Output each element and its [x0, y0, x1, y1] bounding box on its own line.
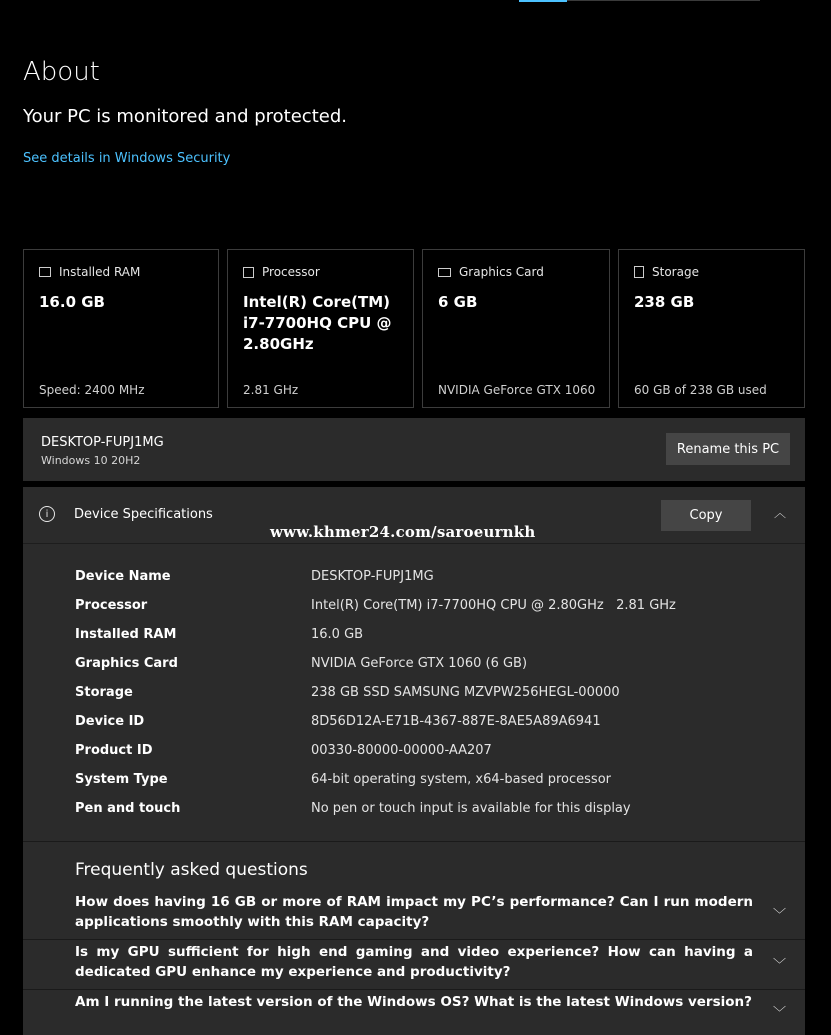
faq-divider [23, 989, 805, 990]
card-value: 6 GB [438, 293, 478, 311]
windows-version: Windows 10 20H2 [41, 454, 141, 467]
storage-icon [634, 266, 644, 278]
chevron-down-icon[interactable]: ﹀ [773, 958, 787, 973]
processor-icon [243, 267, 254, 278]
ram-icon [39, 267, 51, 277]
card-label: Storage [652, 265, 699, 279]
chevron-down-icon[interactable]: ﹀ [773, 908, 787, 923]
protection-status: Your PC is monitored and protected. [23, 106, 347, 127]
card-value: Intel(R) Core(TM) i7-7700HQ CPU @ 2.80GHz [243, 293, 392, 353]
card-value: 238 GB [634, 293, 695, 311]
tab-indicator-track [519, 0, 760, 1]
card-footer: Speed: 2400 MHz [39, 383, 145, 397]
card-processor [227, 249, 414, 408]
card-footer: 60 GB of 238 GB used [634, 383, 767, 397]
copy-button[interactable]: Copy [661, 500, 751, 531]
spec-cards [23, 249, 805, 410]
pc-name-bar [23, 418, 805, 481]
faq-panel [23, 841, 805, 1035]
card-footer: NVIDIA GeForce GTX 1060 [438, 383, 596, 397]
page-title: About [23, 57, 100, 87]
watermark-text: www.khmer24.com/saroeurnkh [270, 523, 536, 541]
tab-indicator-active [519, 0, 567, 2]
windows-security-link[interactable]: See details in Windows Security [23, 151, 231, 166]
card-installed-ram [23, 249, 219, 408]
faq-question-gpu[interactable]: Is my GPU sufficient for high end gaming and video experience? How can having a dedicated GPU enhance my experience and productivity? [75, 944, 753, 980]
card-label: Processor [262, 265, 320, 279]
info-icon: i [39, 506, 55, 522]
card-graphics [422, 249, 610, 408]
chevron-up-icon[interactable]: ︿ [773, 506, 786, 520]
card-value: 16.0 GB [39, 293, 105, 311]
pc-name: DESKTOP-FUPJ1MG [41, 435, 164, 450]
card-label: Graphics Card [459, 265, 544, 279]
faq-question-windows[interactable]: Am I running the latest version of the Windows OS? What is the latest Windows version? [75, 994, 752, 1010]
card-storage [618, 249, 805, 408]
chevron-down-icon[interactable]: ﹀ [773, 1006, 787, 1021]
rename-pc-button[interactable]: Rename this PC [666, 433, 790, 465]
card-label: Installed RAM [59, 265, 141, 279]
card-footer: 2.81 GHz [243, 383, 299, 397]
faq-divider [23, 939, 805, 940]
faq-title: Frequently asked questions [75, 860, 308, 880]
device-specifications-panel: i Device Specifications Copy ︿ www.khmer24.com/saroeurnkh Device Name DESKTOP-FUPJ1MG Processor Intel(R) Core(TM) i7-7700HQ CPU @ 2.80GHz 2.81 GHz Installed RAM 16.0 GB Graphics Card NVIDIA GeForce GTX 1060 (6 GB) Storage 238 GB SSD SAMSUNG MZVPW256HEGL-00000 Device ID 8D56D12A-E71B-4367-887E-8AE5A89A6941 Product ID 00330-80000-00000-AA207 System Type 64-bit operating system, x64-based processor Pen and touch No pen or touch input is available for this display [23, 487, 805, 1035]
device-specifications-title: Device Specifications [74, 507, 213, 522]
faq-question-ram[interactable]: How does having 16 GB or more of RAM impact my PC’s performance? Can I run modern applications smoothly with this RAM capacity? [75, 894, 753, 930]
graphics-card-icon [438, 268, 451, 277]
